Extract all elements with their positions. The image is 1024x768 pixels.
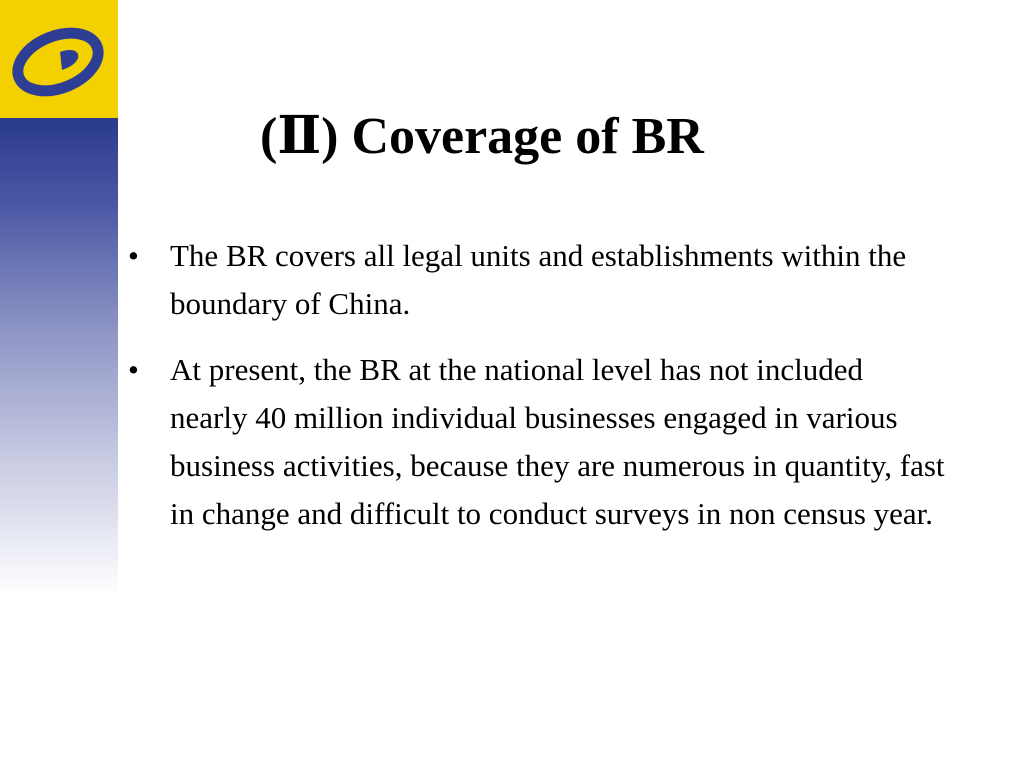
bullet-item [128, 346, 948, 538]
bullet-marker: • [128, 352, 139, 387]
c-swoosh-logo-icon [0, 0, 118, 118]
slide-title: (Ⅱ) Coverage of BR [260, 108, 704, 165]
sidebar-gradient-bar [0, 118, 118, 596]
bullet-marker: • [128, 238, 139, 273]
bullet-item [128, 232, 948, 328]
bullet-text: At present, the BR at the national level has not included nearly 40 million individual businesses engaged in various business activities, because they are numerous in quantity, fast in change and difficult to conduct surveys in non census year. [170, 352, 945, 531]
bullet-list [128, 232, 948, 538]
logo-box [0, 0, 118, 118]
bullet-text: The BR covers all legal units and establishments within the boundary of China. [170, 238, 907, 321]
